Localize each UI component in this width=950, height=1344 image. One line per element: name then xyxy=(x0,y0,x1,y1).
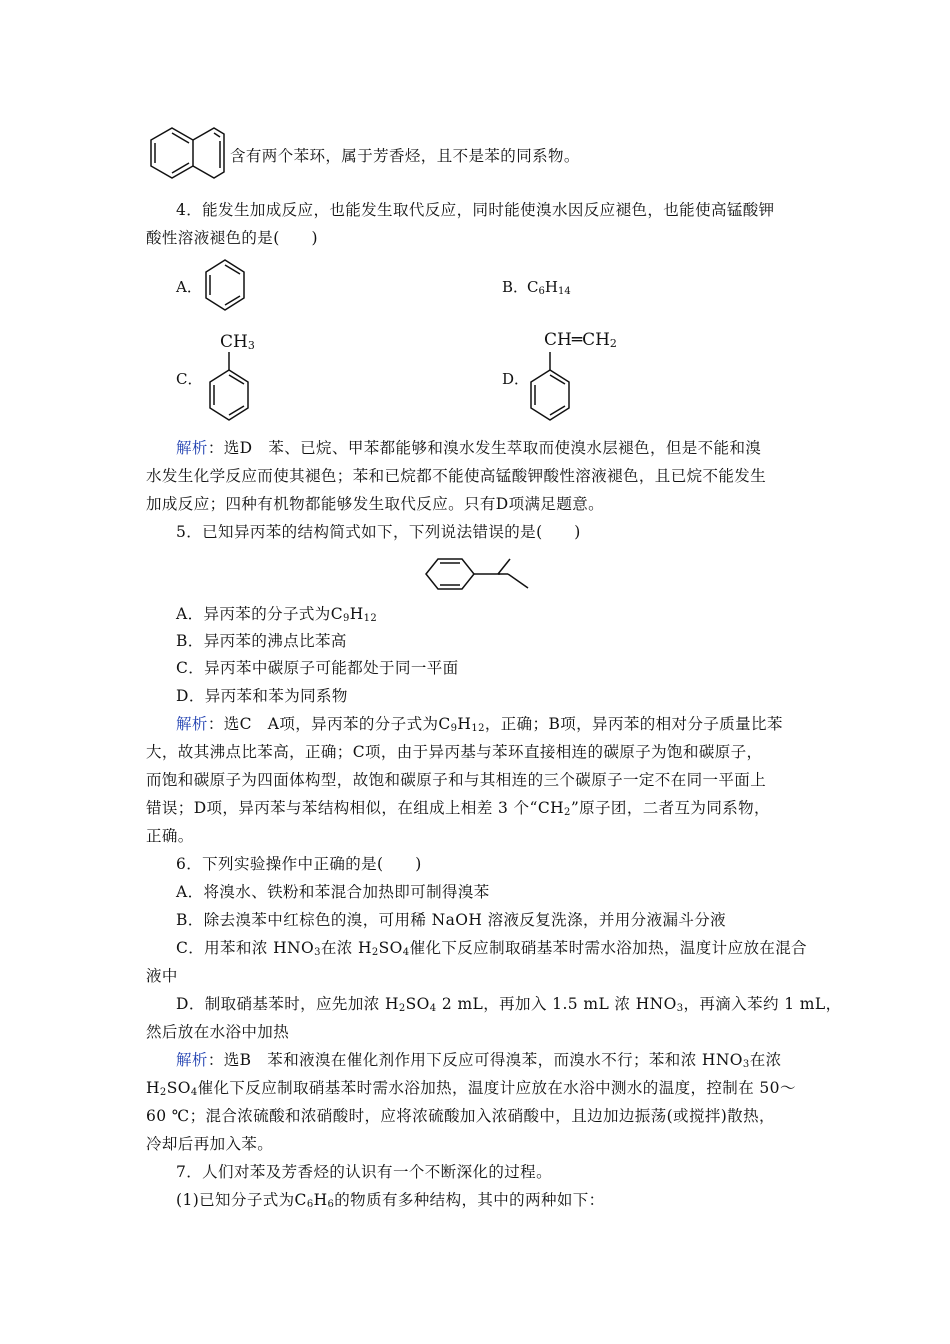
q6-stem: 6．下列实验操作中正确的是( ) xyxy=(176,855,422,873)
q5-option-a: A．异丙苯的分子式为$C_9H_{12}$ xyxy=(176,605,378,624)
q5-stem: 5．已知异丙苯的结构简式如下，下列说法错误的是( ) xyxy=(176,523,581,541)
q6-option-b: B．除去溴苯中红棕色的溴，可用稀 NaOH 溶液反复洗涤，并用分液漏斗分液 xyxy=(176,911,727,929)
q6-option-c-line2: 液中 xyxy=(146,967,178,985)
styrene-structure xyxy=(527,350,573,426)
q5-option-d: D．异丙苯和苯为同系物 xyxy=(176,687,348,705)
naphthalene-structure xyxy=(146,126,226,182)
q6-option-d: D．制取硝基苯时，应先加浓 $H_2SO_4$ 2 mL，再加入 1.5 mL 浓 $HNO_3$，再滴入苯约 1 mL， xyxy=(176,995,842,1014)
styrene-vinyl-group: CH═CH2 xyxy=(544,330,617,350)
q6-analysis-line2: $H_2SO_4$催化下反应制取硝基苯时需水浴加热，温度计应放在水浴中测水的温度，控制在 50～ xyxy=(146,1079,796,1098)
analysis-tag: 解析 xyxy=(176,1051,208,1069)
q6-analysis-line3: 60 ℃；混合浓硫酸和浓硝酸时，应将浓硫酸加入浓硝酸中，且边加边振荡(或搅拌)散热， xyxy=(146,1107,775,1125)
q4-analysis-line1: 解析：选D 苯、已烷、甲苯都能够和溴水发生萃取而使溴水层褪色，但是不能和溴 xyxy=(176,439,762,457)
q6-option-a: A．将溴水、铁粉和苯混合加热即可制得溴苯 xyxy=(176,883,490,901)
q4-stem-line1: 4．能发生加成反应，也能发生取代反应，同时能使溴水因反应褪色，也能使高锰酸钾 xyxy=(176,201,775,219)
q4-option-b-label: B． xyxy=(502,278,529,296)
analysis-tag: 解析 xyxy=(176,715,208,733)
q5-option-c: C．异丙苯中碳原子可能都处于同一平面 xyxy=(176,659,459,677)
q6-analysis-line1: 解析：选B 苯和液溴在催化剂作用下反应可得溴苯，而溴水不行；苯和浓 $HNO_3$在浓 xyxy=(176,1051,782,1070)
toluene-methyl-group: CH3 xyxy=(220,332,255,352)
q7-stem: 7．人们对苯及芳香烃的认识有一个不断深化的过程。 xyxy=(176,1163,552,1181)
q6-analysis-line4: 冷却后再加入苯。 xyxy=(146,1135,274,1153)
q4-option-a-label: A． xyxy=(176,278,202,296)
q5-option-b: B．异丙苯的沸点比苯高 xyxy=(176,632,347,650)
q5-analysis-line3: 而饱和碳原子为四面体构型，故饱和碳原子和与其相连的三个碳原子一定不在同一平面上 xyxy=(146,771,767,789)
q5-analysis-line1: 解析：选C A项，异丙苯的分子式为$C_9H_{12}$，正确；B项，异丙苯的相对分子质量比苯 xyxy=(176,715,783,734)
q4-option-d-label: D． xyxy=(502,370,530,388)
analysis-tag: 解析 xyxy=(176,439,208,457)
benzene-structure xyxy=(203,258,247,314)
q4-analysis-line2: 水发生化学反应而使其褪色；苯和已烷都不能使高锰酸钾酸性溶液褪色，且已烷不能发生 xyxy=(146,467,767,485)
q5-analysis-line2: 大，故其沸点比苯高，正确；C项，由于异丙基与苯环直接相连的碳原子为饱和碳原子， xyxy=(146,743,763,761)
q4-option-c-label: C． xyxy=(176,370,203,388)
q4-stem-line2: 酸性溶液褪色的是( ) xyxy=(146,229,318,247)
q6-option-c: C．用苯和浓 $HNO_3$在浓 $H_2SO_4$催化下反应制取硝基苯时需水浴加热，温度计应放在混合 xyxy=(176,939,808,958)
naphthalene-note: 含有两个苯环，属于芳香烃，且不是苯的同系物。 xyxy=(230,147,580,165)
q5-analysis-line4: 错误；D项，异丙苯与苯结构相似，在组成上相差 3 个“$CH_2$”原子团，二者互为同系物， xyxy=(146,799,770,818)
q7-subquestion-1: (1)已知分子式为$C_6H_6$的物质有多种结构，其中的两种如下： xyxy=(176,1191,605,1210)
isopropylbenzene-structure xyxy=(416,556,536,592)
hexane-formula: $C_6H_{14}$ xyxy=(527,278,571,297)
toluene-structure xyxy=(206,350,252,426)
q4-analysis-line3: 加成反应；四种有机物都能够发生取代反应。只有D项满足题意。 xyxy=(146,495,605,513)
q6-option-d-line2: 然后放在水浴中加热 xyxy=(146,1023,290,1041)
q5-analysis-line5: 正确。 xyxy=(146,827,194,845)
